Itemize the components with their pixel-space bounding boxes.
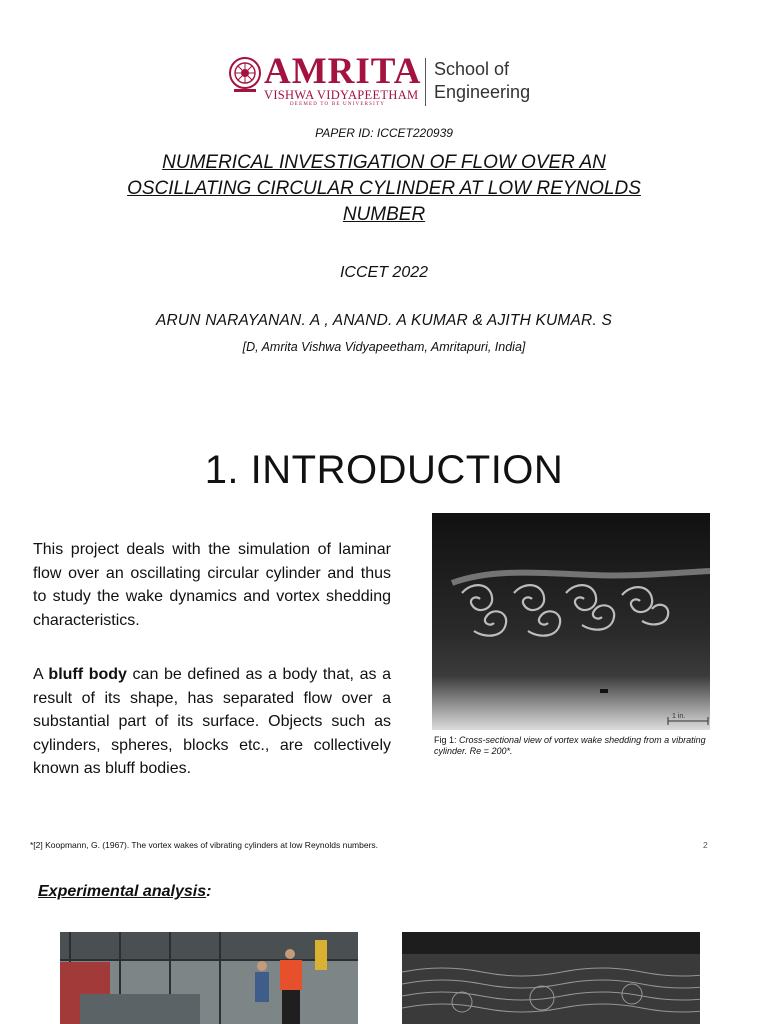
paper-id: PAPER ID: ICCET220939: [315, 126, 453, 140]
logo-subtitle: VISHWA VIDYAPEETHAM: [264, 88, 419, 102]
scale-label: 1 in.: [672, 713, 686, 720]
vortex-wake-illustration: [432, 513, 710, 730]
caption-label: Fig 1:: [434, 735, 460, 745]
caption-text: Cross-sectional view of vortex wake shedding from a vibrating cylinder. Re = 200*.: [434, 735, 706, 756]
page-number: 2: [703, 840, 708, 850]
flow-visualization-illustration: [402, 932, 700, 1024]
figure-vortex-wake-image: [432, 513, 710, 730]
figure-1-caption: [434, 735, 720, 757]
photo-flow-visualization: [402, 932, 700, 1024]
title-line-1: NUMERICAL INVESTIGATION OF FLOW OVER AN: [162, 152, 606, 173]
intro-paragraph-2: [33, 663, 391, 781]
title-line-2: OSCILLATING CIRCULAR CYLINDER AT LOW REYNOLDS: [127, 178, 641, 199]
amrita-logo: [228, 52, 548, 108]
footnote-reference: *[2] Koopmann, G. (1967). The vortex wakes of vibrating cylinders at low Reynolds numbers.: [30, 840, 379, 850]
lab-scene-illustration: [60, 932, 358, 1024]
bluff-body-term: bluff body: [48, 666, 127, 683]
logo-brand-text: AMRITA: [264, 51, 422, 92]
university-seal-icon: [228, 56, 262, 96]
exp-heading-colon: :: [206, 883, 212, 900]
affiliation: [D, Amrita Vishwa Vidyapeetham, Amritapuri, India]: [242, 340, 526, 354]
para2-prefix: A: [33, 666, 49, 683]
title-line-3: NUMBER: [342, 204, 426, 225]
logo-divider: [425, 58, 426, 106]
authors: ARUN NARAYANAN. A , ANAND. A KUMAR & AJITH KUMAR. S: [155, 312, 613, 329]
paper-title: [90, 150, 678, 228]
school-line-2: Engineering: [434, 82, 531, 102]
photo-experimental-lab: [60, 932, 358, 1024]
exp-heading-text: Experimental analysis: [38, 883, 207, 900]
section-heading-introduction: 1. INTRODUCTION: [204, 448, 564, 492]
experimental-analysis-heading: [38, 883, 211, 901]
school-name: [434, 58, 530, 104]
school-line-1: School of: [434, 59, 510, 79]
logo-tagline: DEEMED TO BE UNIVERSITY: [290, 102, 386, 107]
para2-rest: can be defined as a body that, as a result of its shape, has separated flow over a substantial part of its surface. Objects such as cylinders, spheres, blocks etc., are collectively known as bluff bodies.: [33, 666, 392, 777]
intro-paragraph-1: This project deals with the simulation of laminar flow over an oscillating circular cylinder and thus to study the wake dynamics and vortex shedding characteristics.: [33, 541, 391, 629]
conference-name: ICCET 2022: [339, 264, 429, 281]
